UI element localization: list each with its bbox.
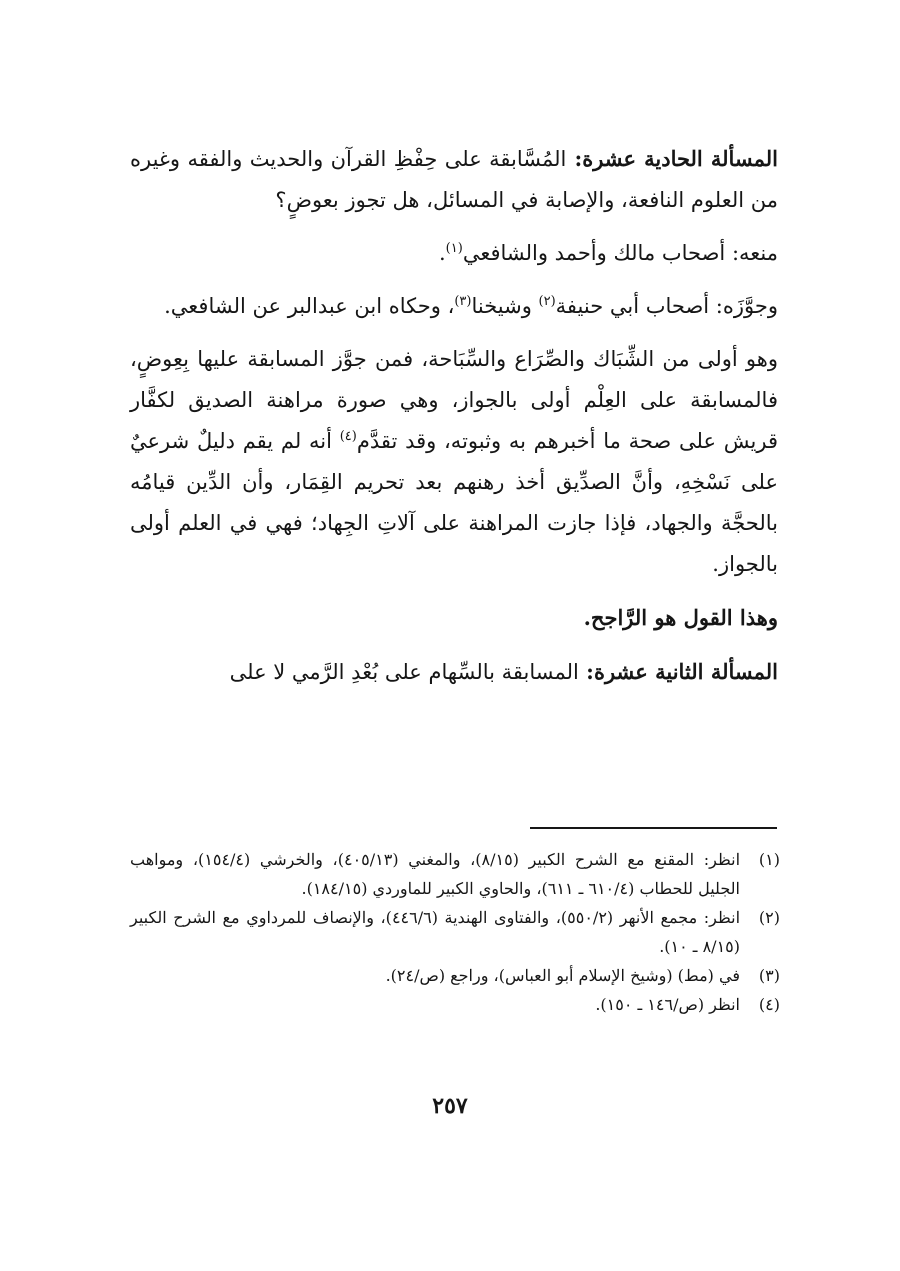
paragraph-text: أنه لم يقم دليلٌ شرعيٌ على نَسْخِهِ، وأنَّ الصدِّيق أخذ رهنهم بعد تحريم القِمَار، وأن الدِّين قيامُه بالحجَّة والجهاد، فإذا جازت المراهنة على آلاتِ الجِهاد؛ فهي في العلم أولى بالجواز. xyxy=(130,429,778,576)
paragraph-text: منعه: أصحاب مالك وأحمد والشافعي xyxy=(462,241,778,265)
footnote-ref[interactable]: (١) xyxy=(445,241,463,256)
footnote-text: انظر: المقنع مع الشرح الكبير (٨/١٥)، والمغني (٤٠٥/١٣)، والخرشي (١٥٤/٤)، ومواهب الجليل للحطاب (٦١٠/٤ ـ ٦١١)، والحاوي الكبير للماوردي (١٨٤/١٥). xyxy=(130,850,741,898)
paragraph-permission xyxy=(130,286,778,327)
footnote-text: انظر (ص/١٤٦ ـ ١٥٠). xyxy=(595,995,740,1014)
footnote-text: انظر: مجمع الأنهر (٥٥٠/٢)، والفتاوى الهندية (٤٤٦/٦)، والإنصاف للمرداوي مع الشرح الكبير (٨/١٥ ـ ١٠). xyxy=(130,908,741,956)
paragraph-preferred xyxy=(130,597,778,639)
paragraph-text: وهو أولى من الشِّبَاك والصِّرَاع والسِّبَاحة، فمن جوَّز المسابقة عليها بِعِوضٍ، فالمسابقة على العِلْم أولى بالجواز، وهي صورة مراهنة الصديق لكفَّار قريش على صحة ما أخبرهم به وثبوته، وقد تقدَّم xyxy=(130,347,778,453)
footnote-number: (٣) xyxy=(758,966,780,985)
footnote-text: في (مط) (وشيخ الإسلام أبو العباس)، وراجع (ص/٢٤). xyxy=(385,966,740,985)
footnote-item xyxy=(130,903,780,961)
paragraph-text: المسابقة بالسِّهام على بُعْدِ الرَّمي لا على xyxy=(229,660,579,684)
preferred-statement: وهذا القول هو الرَّاجح. xyxy=(583,605,778,630)
footnote-item xyxy=(130,845,780,903)
issue-heading: المسألة الثانية عشرة: xyxy=(578,659,778,684)
paragraph-issue-12 xyxy=(130,651,778,693)
paragraph-text: . xyxy=(438,241,446,265)
footnotes xyxy=(130,845,780,1019)
footnote-ref[interactable]: (٢) xyxy=(538,294,556,309)
paragraph-text: ، وحكاه ابن عبدالبر عن الشافعي. xyxy=(164,294,455,318)
footnote-number: (١) xyxy=(758,850,780,869)
paragraph-issue-11 xyxy=(130,138,778,221)
footnote-separator xyxy=(530,827,777,829)
paragraph-prohibition xyxy=(130,233,778,274)
footnote-number: (٤) xyxy=(758,995,780,1014)
footnote-ref[interactable]: (٣) xyxy=(454,294,472,309)
issue-heading: المسألة الحادية عشرة: xyxy=(566,146,778,171)
page-number: ٢٥٧ xyxy=(432,1093,468,1119)
paragraph-text: وشيخنا xyxy=(471,294,539,318)
footnote-ref[interactable]: (٤) xyxy=(339,429,357,444)
paragraph-text: وجوَّزَه: أصحاب أبي حنيفة xyxy=(555,294,778,318)
paragraph-text: المُسَّابقة على حِفْظِ القرآن والحديث والفقه وغيره من العلوم النافعة، والإصابة في المسائل، هل تجوز بعوضٍ؟ xyxy=(130,147,778,212)
paragraph-argument xyxy=(130,339,778,585)
footnote-number: (٢) xyxy=(758,908,780,927)
footnote-item xyxy=(130,961,780,990)
footnote-item xyxy=(130,990,780,1019)
main-text xyxy=(130,138,778,705)
